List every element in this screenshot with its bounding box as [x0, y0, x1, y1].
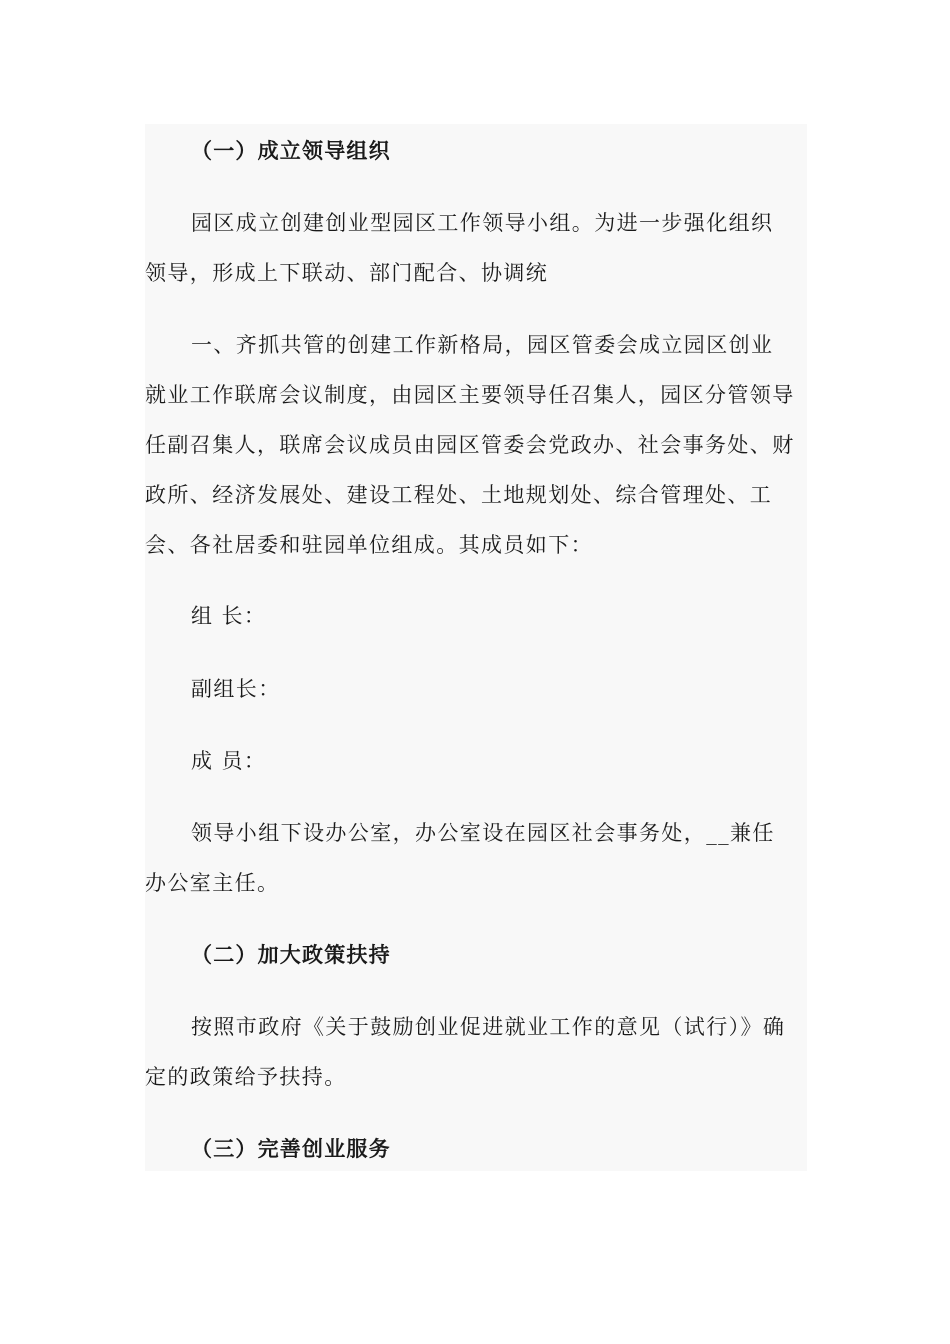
section-heading-1: （一）成立领导组织 — [191, 138, 391, 163]
paragraph-policy: 按照市政府《关于鼓励创业促进就业工作的意见（试行）》确定的政策给予扶持。 — [145, 1015, 786, 1089]
paragraph-leadership-group: 园区成立创建创业型园区工作领导小组。为进一步强化组织领导，形成上下联动、部门配合、协调统 — [145, 211, 774, 285]
label-deputy-leader: 副组长： — [191, 677, 281, 701]
label-group-leader: 组 长： — [191, 604, 267, 628]
label-members: 成 员： — [191, 749, 267, 773]
section-heading-3: （三）完善创业服务 — [191, 1136, 391, 1161]
paragraph-joint-meeting: 一、齐抓共管的创建工作新格局，园区管委会成立园区创业就业工作联席会议制度，由园区主要领导任召集人，园区分管领导任副召集人，联席会议成员由园区管委会党政办、社会事务处、财政所、经济发展处、建设工程处、土地规划处、综合管理处、工会、各社居委和驻园单位组成。其成员如下： — [145, 333, 795, 557]
paragraph-office: 领导小组下设办公室，办公室设在园区社会事务处，__兼任办公室主任。 — [145, 821, 775, 895]
section-heading-2: （二）加大政策扶持 — [191, 942, 391, 967]
document-body — [145, 124, 807, 1171]
